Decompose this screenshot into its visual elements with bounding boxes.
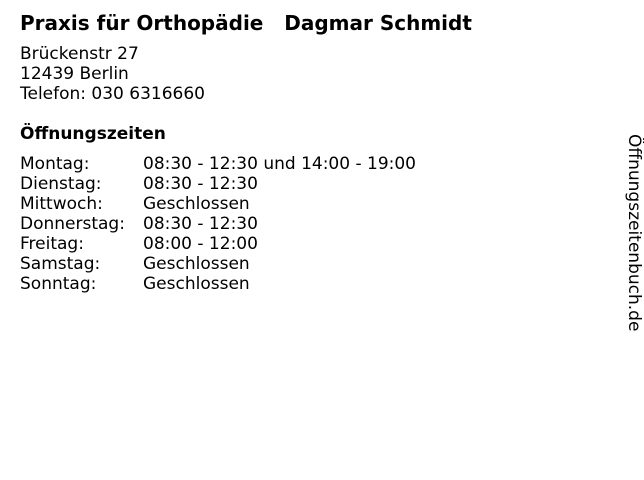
day-hours: Geschlossen [143,194,250,214]
day-hours: 08:00 - 12:00 [143,234,258,254]
opening-hours-table [20,154,416,294]
day-hours: Geschlossen [143,254,250,274]
day-label: Donnerstag: [20,214,125,234]
day-label: Mittwoch: [20,194,103,214]
address-block [20,44,205,104]
page-title: Praxis für Orthopädie Dagmar Schmidt [20,11,472,35]
day-label: Montag: [20,154,90,174]
hours-row-sunday [20,274,416,294]
day-hours: 08:30 - 12:30 [143,174,258,194]
day-label: Sonntag: [20,274,97,294]
day-hours: 08:30 - 12:30 [143,214,258,234]
hours-row-saturday [20,254,416,274]
street-address: Brückenstr 27 [20,44,139,64]
site-watermark: Öffnungszeitenbuch.de [624,134,644,332]
hours-row-monday [20,154,416,174]
hours-row-thursday [20,214,416,234]
day-label: Freitag: [20,234,84,254]
postal-city: 12439 Berlin [20,64,129,84]
day-hours: Geschlossen [143,274,250,294]
day-label: Dienstag: [20,174,102,194]
hours-row-friday [20,234,416,254]
day-label: Samstag: [20,254,101,274]
hours-row-wednesday [20,194,416,214]
opening-hours-heading: Öffnungszeiten [20,124,166,144]
phone-number: Telefon: 030 6316660 [20,84,205,104]
hours-row-tuesday [20,174,416,194]
day-hours: 08:30 - 12:30 und 14:00 - 19:00 [143,154,416,174]
